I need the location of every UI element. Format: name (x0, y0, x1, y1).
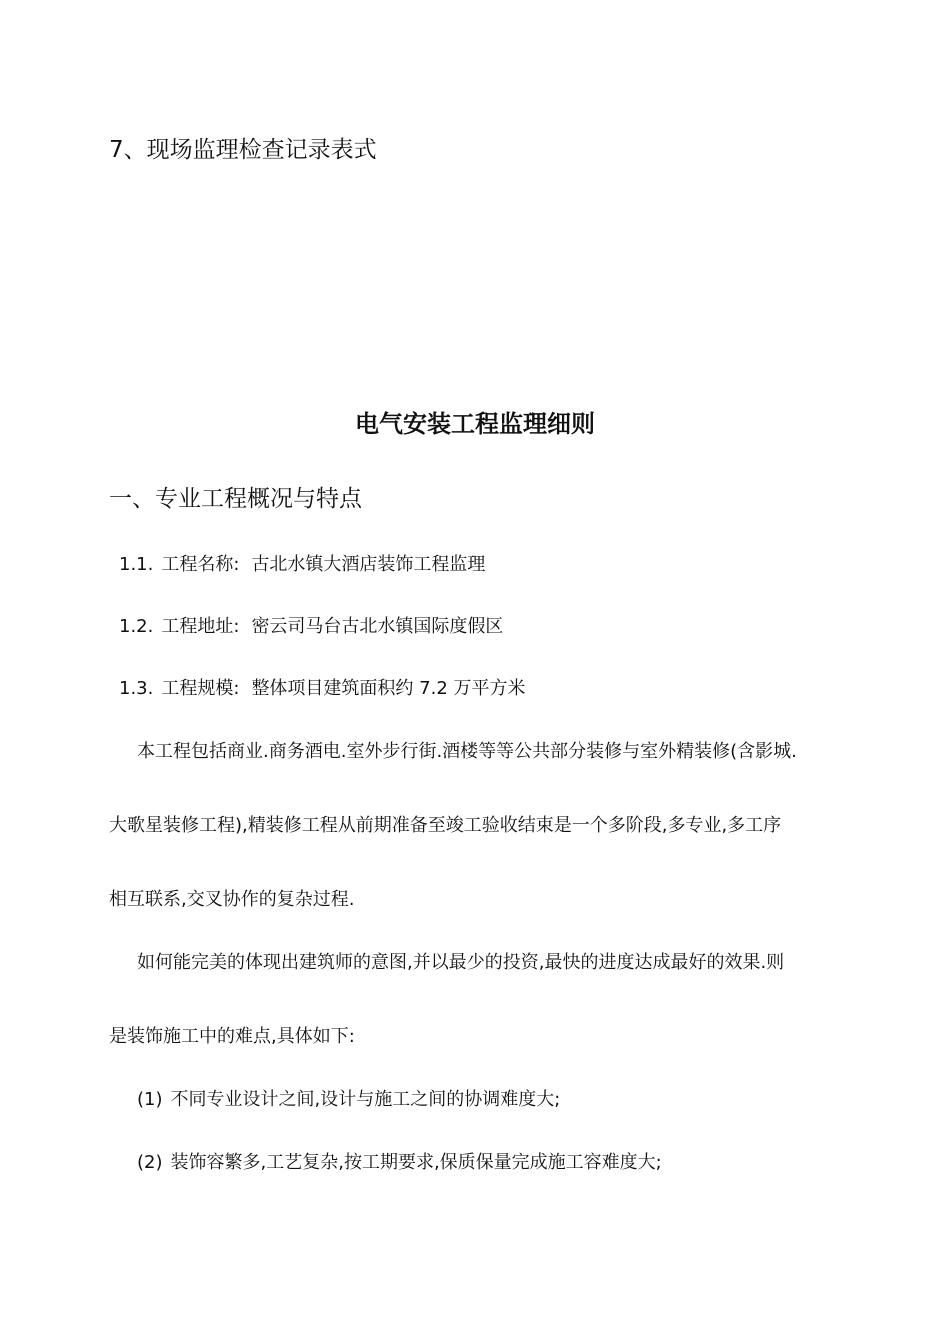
paragraph-difficulty-line-2: 是装饰施工中的难点,具体如下: (109, 1026, 355, 1047)
info-number: 1.1. (119, 554, 154, 575)
difficulty-item-1 (137, 1085, 560, 1115)
previous-section-item: 7、现场监理检查记录表式 (109, 137, 377, 163)
section-heading: 一、专业工程概况与特点 (109, 486, 362, 512)
paragraph-difficulty-line-1: 如何能完美的体现出建筑师的意图,并以最少的投资,最快的进度达成最好的效果.则 (137, 952, 785, 973)
list-number: (2) (137, 1152, 163, 1173)
project-info-name (119, 550, 485, 580)
project-info-scale (119, 674, 526, 704)
info-label: 工程名称: (161, 554, 240, 575)
paragraph-scope-line-2: 大歌星装修工程),精装修工程从前期准备至竣工验收结束是一个多阶段,多专业,多工序 (109, 815, 782, 836)
info-number: 1.3. (119, 678, 154, 699)
info-value: 密云司马台古北水镇国际度假区 (251, 616, 504, 637)
info-number: 1.2. (119, 616, 154, 637)
info-label: 工程规模: (161, 678, 240, 699)
info-value: 古北水镇大酒店装饰工程监理 (251, 554, 486, 575)
difficulty-item-2 (137, 1148, 662, 1178)
paragraph-scope-line-1: 本工程包括商业.商务酒电.室外步行街.酒楼等等公共部分装修与室外精装修(含影城. (137, 741, 797, 762)
project-info-address (119, 612, 503, 642)
list-number: (1) (137, 1089, 163, 1110)
info-value: 整体项目建筑面积约 7.2 万平方米 (251, 678, 526, 699)
paragraph-scope-line-3: 相互联系,交叉协作的复杂过程. (109, 889, 355, 910)
info-label: 工程地址: (161, 616, 240, 637)
list-text: 不同专业设计之间,设计与施工之间的协调难度大; (170, 1089, 561, 1110)
document-title: 电气安装工程监理细则 (355, 410, 595, 438)
list-text: 装饰容繁多,工艺复杂,按工期要求,保质保量完成施工容难度大; (170, 1152, 662, 1173)
